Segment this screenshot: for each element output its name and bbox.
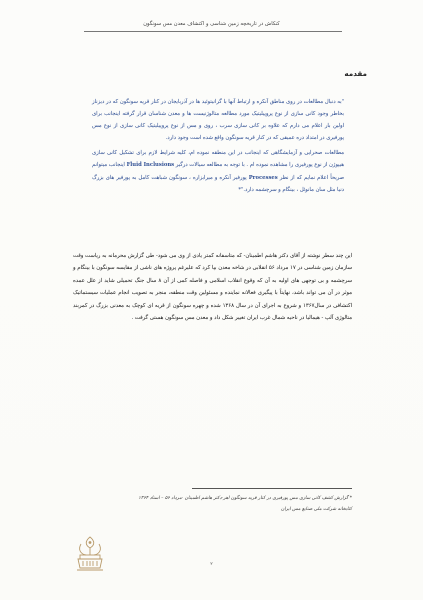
quote-paragraph-2: [92, 147, 344, 195]
quote-paragraph-1: "به دنبال مطالعات در روی مناطق آنکره و ارتباط آنها با گرانیتوئید ها در آذربایجان در کنار قریه سونگون که در دیزناز بخاطر وجود کانی سازی از نوع پروپیلیتیک مورد مطالعه متالوژنیست ها و معدن شناسان قرار گرفته اینجانب برای اولین بار اعلام می دارم که علاوه بر کانی سازی سرب ، روی و مس از نوع پروپیلیتیک کانی سازی از نوع مس پورفیری در امتداد دره عمیقی که در کنار قریه سونگون واقع شده است وجود دارد.: [92, 99, 344, 142]
section-title: مقدمه: [344, 69, 367, 78]
body-paragraph: این چند سطر نوشته از آقای دکتر هاشم اطمینان- که متاسفانه کمتر یادی از وی می شود- طی گزارش محرمانه به ریاست وقت سازمان زمین شناسی در ۱۷ مرداد ۵۶ انقلابی در شاخه معدن بپا کرد که علیرغم پروژه های ناشی از مقایسه سونگون با بینگام و سرچشمه و بی توجهی های اولیه به آن که وقوع انقلاب اسلامی و فاصله کمی از آن ۸ سال جنگ تحمیلی شاید از علل عمده موثر در آن می تواند باشد، نهایتاً با پیگیری فعالانه نماینده و مسئولین وقت منطقه، منجر به تصویب انجام عملیات سیستماتیک اکتشافی در سال۱۳۶۷ و شروع به اجرای آن در سال ۱۳۶۸ شده و چهره سونگون از قریه ای کوچک به معدنی بزرگ در کمربند متالوژی آلپ - هیمالیا در ناحیه شمال غرب ایران تغییر شکل داد و معدن مس سونگون هستی گرفت .: [73, 253, 352, 322]
company-logo-icon: [74, 535, 106, 573]
quoted-passage: [92, 96, 344, 199]
body-text: [73, 250, 352, 324]
footnote-rule: [192, 488, 352, 489]
footnote-line-2: کتابخانه شرکت ملی صنایع مس ایران: [280, 506, 352, 512]
footnote: [85, 494, 352, 515]
term-fluid-inclusions: Fluid Inclusions: [126, 162, 175, 169]
quote-text-part-3: پورفیر آنکره و میرابزاره ، سونگون شباهت کامل به پورفیر های بزرگ دنیا مثل سان مانوئل ، بینگام و سرچشمه دارد."*: [92, 174, 344, 193]
header-rule: [84, 31, 342, 32]
quote-text-part-1: مطالعات صحرایی و آزمایشگاهی که اینجانب در این منطقه نموده ام، کلیه شرایط لازم برای تشکیل کانی سازی هیپوژن از نوع پورفیری را مشاهده نموده ام . با توجه به مطالعه سیالات درگیر: [92, 150, 344, 169]
footnote-line-1: * گزارش کشف کانی سازی مس پورفیری در کنار قریه سونگون اهر-دکتر هاشم اطمینان -مرداد ۵۶ – اسناد ۱۳۶۴: [138, 496, 352, 501]
quote-text-part-2: اینجانب میتوانم صریحاً اعلام نمایم که از نظر: [92, 162, 345, 181]
term-processes: Processes: [248, 174, 278, 181]
page-number: ۲: [210, 562, 213, 567]
running-header: کنکاش در تاریخچه زمین شناسی و اکتشاف معدن مس سونگون: [143, 21, 280, 27]
